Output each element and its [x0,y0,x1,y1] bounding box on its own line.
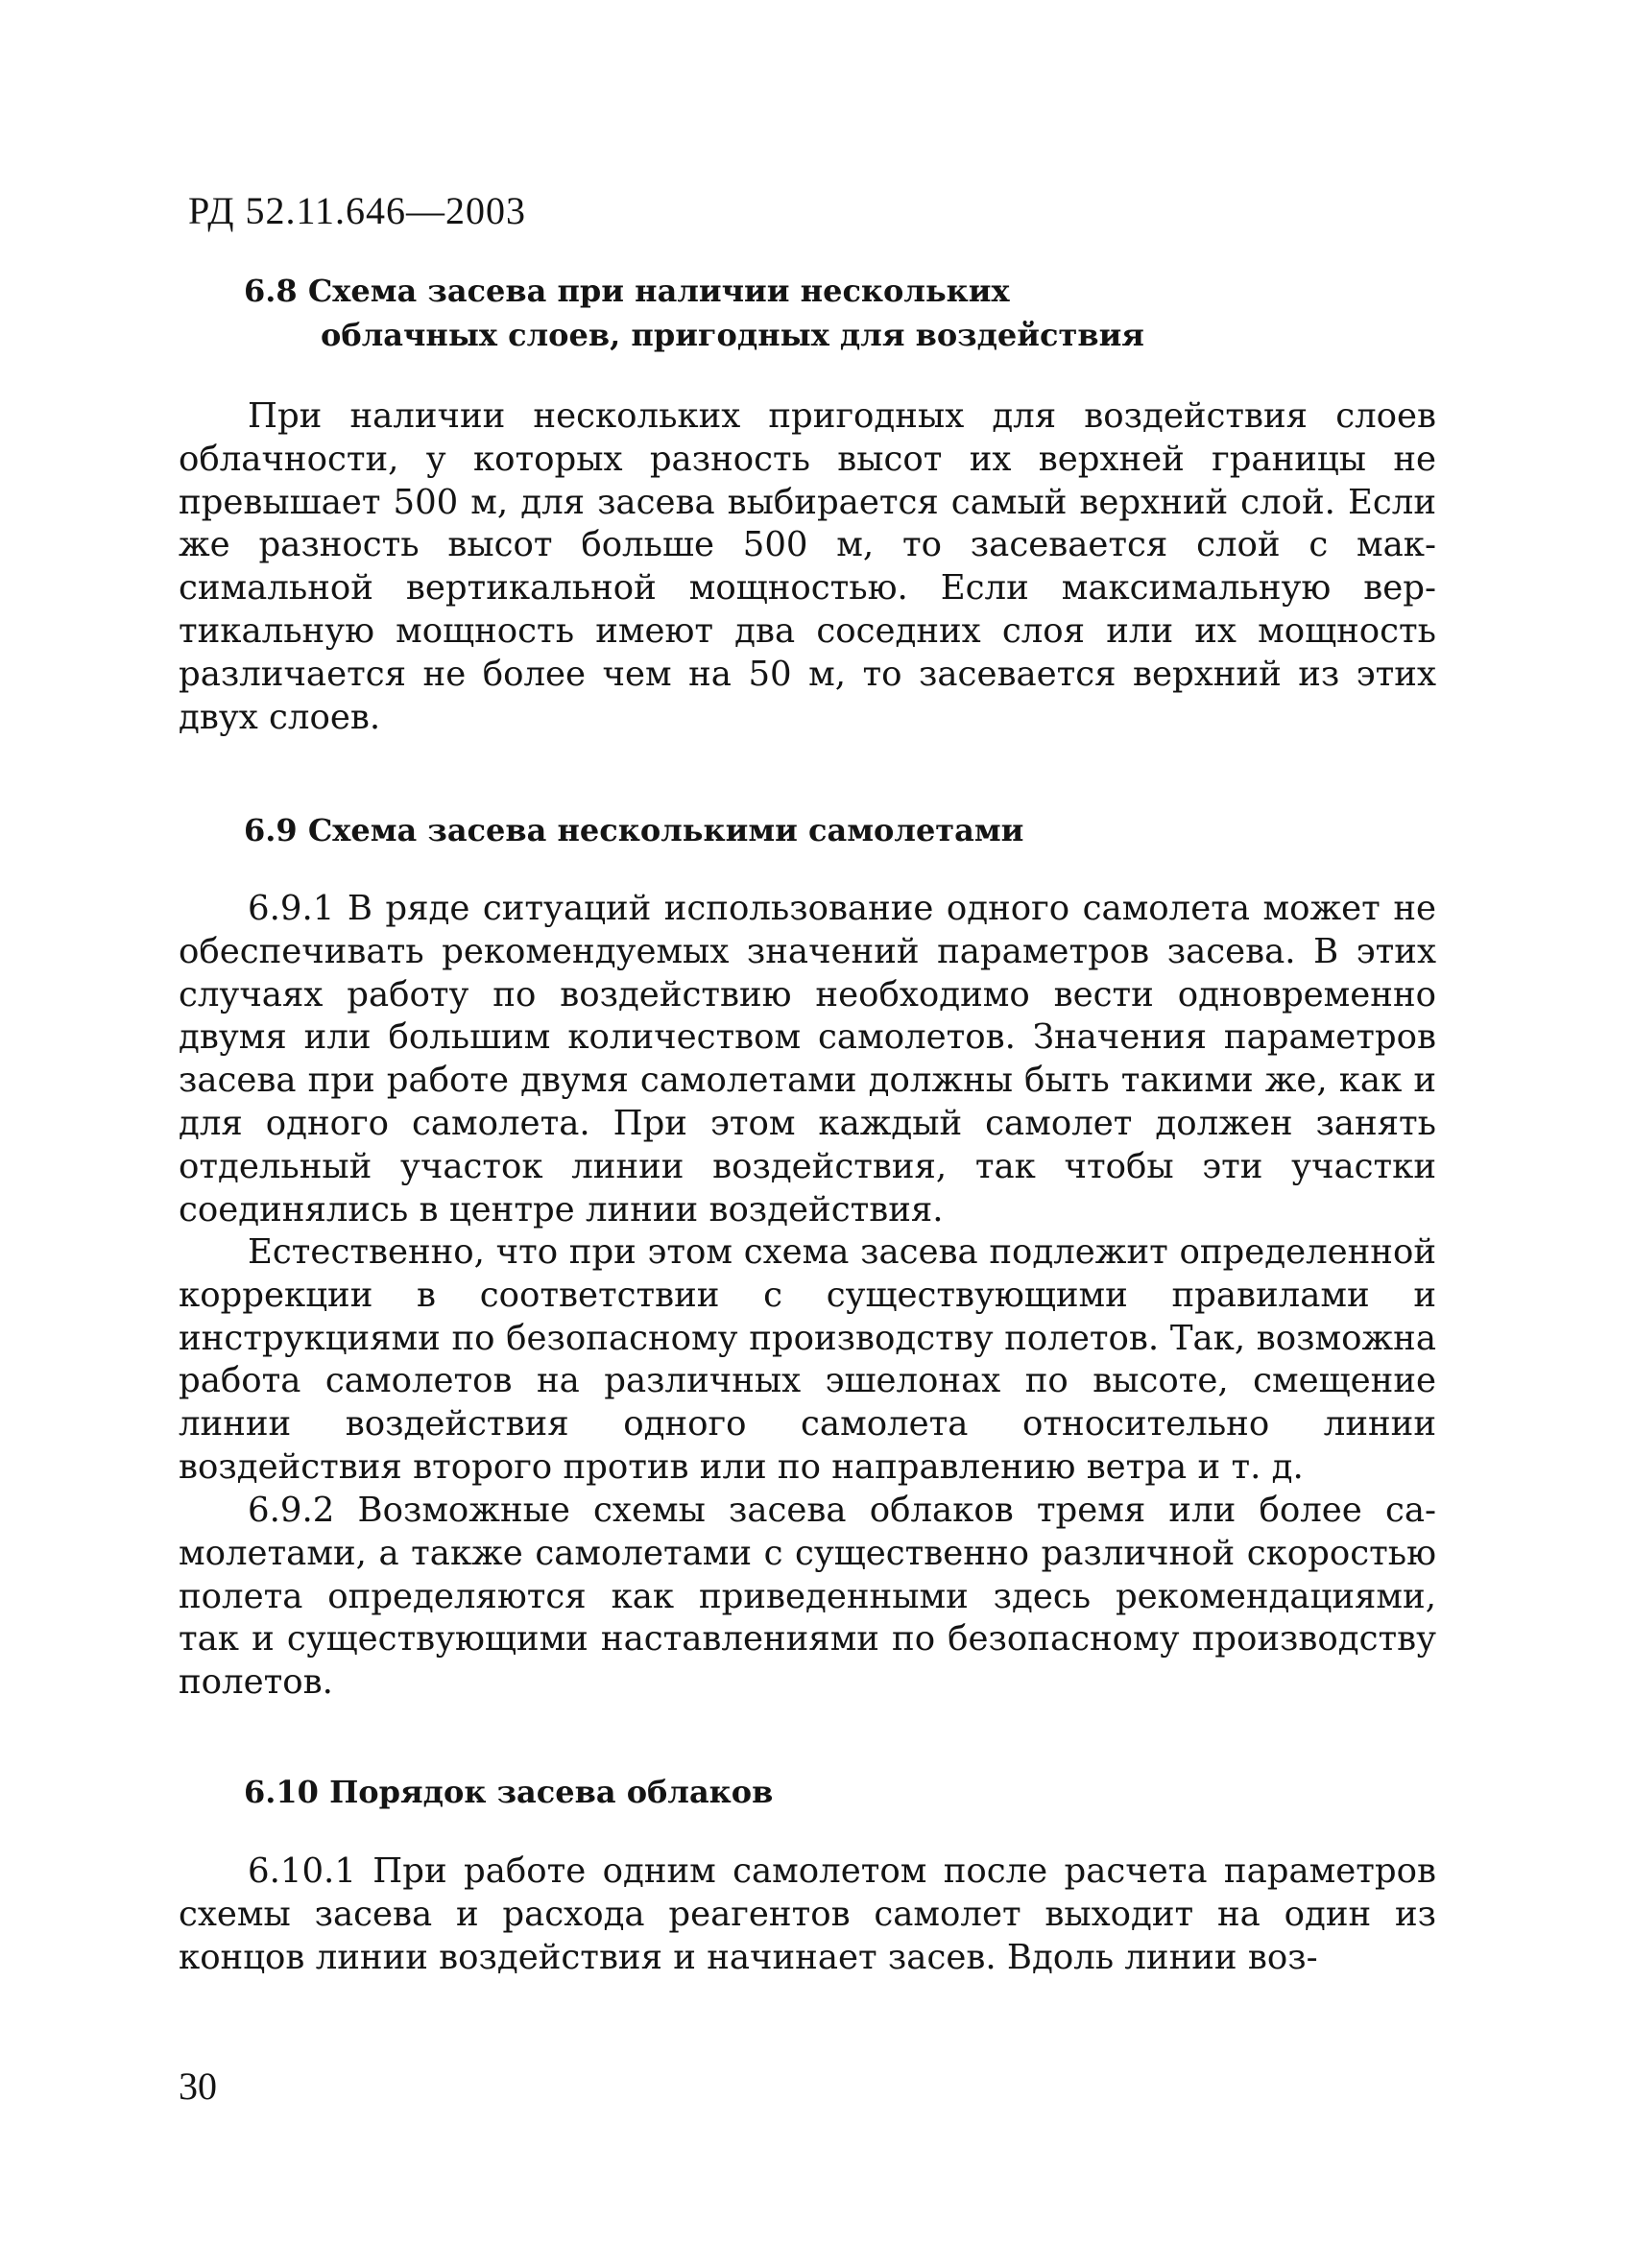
section-heading-6-8-line1: 6.8 Схема засева при наличии нескольких [244,273,1010,309]
paragraph-6-9-2: 6.9.2 Возможные схемы засева облаков тремя или более самолетами, а также самолетами с существенно различной скоростью полета определяются как приведенными здесь рекомендациями, так и существующими наставлениями по безопасному производству полетов. [179,1491,1436,1703]
section-heading-6-10: 6.10 Порядок засева облаков [244,1774,774,1810]
paragraph-6-9-1: 6.9.1 В ряде ситуаций использование одного самолета может не обеспечивать рекомендуемых значений параметров засева. В этих случаях работу по воздействию необходимо вести одновременно двумя или большим количеством самолетов. Значения параметров засева при работе двумя самолетами должны быть такими же, как и для одного самолета. При этом каждый самолет должен занять отдельный участок линии воздействия, так чтобы эти участки соединялись в центре линии воздействия. [179,889,1436,1229]
page-number: 30 [179,2065,217,2108]
document-code: РД 52.11.646—2003 [188,189,527,232]
section-heading-6-9: 6.9 Схема засева несколькими самолетами [244,812,1024,848]
paragraph-6-9-1-continued: Естественно, что при этом схема засева подлежит определенной коррекции в соответствии с существующими правилами и инструкциями по безопасному производству полетов. Так, возможна работа самолетов на различных эшелонах по высоте, смещение линии воздействия одного самолета относительно линии воздействия второго против или по направлению ветра и т. д. [179,1232,1436,1487]
paragraph-6-10-1: 6.10.1 При работе одним самолетом после расчета параметров схемы засева и расхода реагентов самолет выходит на один из концов линии воздействия и начинает засев. Вдоль линии воз- [179,1851,1436,1977]
section-heading-6-8 [244,269,1144,357]
section-heading-6-8-line2: облачных слоев, пригодных для воздействия [321,317,1144,353]
paragraph-6-8: При наличии нескольких пригодных для воздействия слоев облачности, у которых разность высот их верхней границы не превышает 500 м, для засева выбирается самый верхний слой. Если же разность высот больше 500 м, то засевается слой с максимальной вертикальной мощностью. Если максимальную вертикальную мощность имеют два соседних слоя или их мощность различается не более чем на 50 м, то засевается верхний из этих двух слоев. [179,396,1436,737]
